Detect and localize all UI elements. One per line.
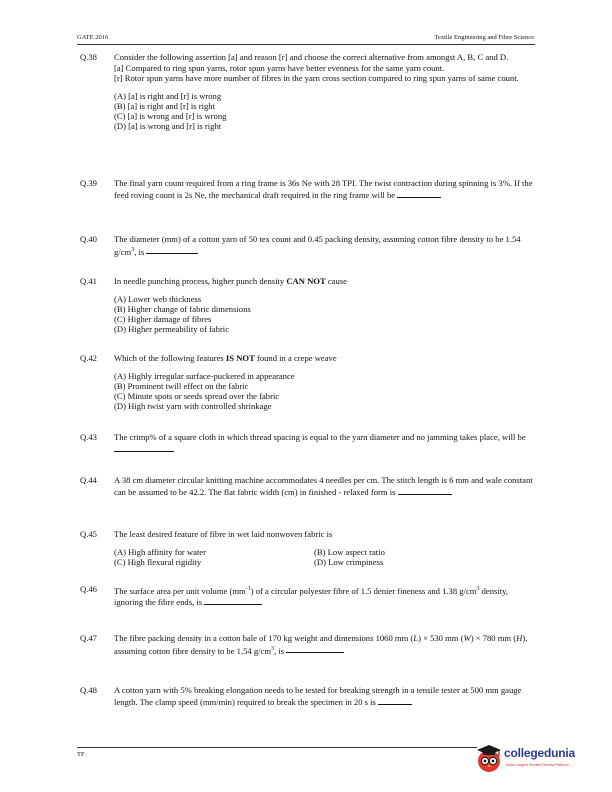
question-text: A 38 cm diameter circular knitting machine accommodates 4 needles per cm. The stitch length is 6 mm and wale constant can be assumed to be 42.2. The flat fabric width (cm) in finished - relaxed form is [114, 475, 533, 497]
question-text: Which of the following features [114, 353, 226, 363]
option-c: (C) High flexural rigidity [114, 556, 202, 567]
option-b: (B) Higher change of fabric dimensions [114, 303, 251, 314]
option-d: (D) Low crimpiness [314, 556, 384, 567]
dimension-symbol: L [413, 633, 419, 643]
question-number: Q.46 [80, 584, 97, 594]
question-number: Q.47 [80, 633, 97, 643]
question-44 [80, 475, 535, 497]
header-divider [77, 44, 535, 45]
option-a: (A) [a] is right and [r] is wrong [114, 90, 222, 101]
header-paper-title: Textile Engineering and Fibre Science [434, 34, 534, 41]
question-text: The crimp% of a square cloth in which thread spacing is equal to the yarn diameter and no jamming takes place, will be [114, 432, 526, 442]
answer-blank [204, 596, 262, 605]
question-text-tail: found in a crepe weave [254, 353, 337, 363]
question-text-tail: , is [134, 246, 145, 257]
question-text: A cotton yarn with 5% breaking elongation needs to be tested for breaking strength in a tensile tester at 500 mm gauge length. The clamp speed (mm/min) required to break the specimen in 20 s is [114, 685, 522, 707]
option-d: (D) Higher permeability of fabric [114, 323, 230, 334]
question-43 [80, 432, 535, 454]
question-number: Q.42 [80, 353, 97, 363]
question-text-tail: cause [325, 276, 347, 286]
question-39 [80, 178, 535, 200]
question-number: Q.38 [80, 52, 97, 62]
option-a: (A) High affinity for water [114, 546, 206, 557]
collegedunia-logo [474, 742, 594, 782]
options-list [114, 91, 535, 131]
logo-tagline: India's largest Student Review Platform [506, 763, 569, 767]
dimension-symbol: H [516, 633, 523, 643]
answer-blank [286, 644, 344, 653]
option-d: (D) High twist yarn with controlled shrinkage [114, 400, 272, 411]
question-text: The diameter (mm) of a cotton yarn of 50 tex count and 0.45 packing density, assuming cotton fibre density to be 1.54 g/cm [114, 234, 521, 257]
question-45 [80, 529, 535, 567]
question-text: ), assuming cotton fibre density to be 1.54 g/cm [114, 633, 528, 656]
option-a: (A) Highly irregular surface-puckered in appearance [114, 370, 295, 381]
question-text-tail: density, ignoring the fibre ends, is [114, 585, 509, 608]
question-text: ) of a circular polyester fibre of 1.5 denier fineness and 1.38 g/cm [250, 585, 477, 596]
question-42 [80, 353, 535, 411]
answer-blank [378, 696, 412, 705]
question-text: ) × 780 mm ( [470, 633, 517, 643]
graduate-owl-icon [476, 742, 502, 774]
assertion-text: [a] Compared to ring spun yarns, rotor spun yarns have better evenness for the same yarn count. [114, 62, 445, 73]
emphasis-text: IS NOT [225, 353, 255, 363]
question-text: ) × 530 mm ( [418, 633, 464, 643]
options-list [114, 294, 535, 334]
question-number: Q.43 [80, 432, 97, 442]
question-stem: Consider the following assertion [a] and reason [r] and choose the correct alternative from amongst A, B, C and D. [114, 52, 509, 62]
question-number: Q.39 [80, 178, 97, 188]
footer-code: TF [77, 751, 85, 758]
answer-blank [146, 245, 198, 254]
option-c: (C) [a] is wrong and [r] is wrong [114, 110, 227, 121]
question-40 [80, 234, 535, 257]
logo-wordmark: collegedunia [504, 746, 575, 760]
option-b: (B) Prominent twill effect on the fabric [114, 380, 249, 391]
question-number: Q.45 [80, 529, 97, 539]
option-b: (B) Low aspect ratio [314, 546, 385, 557]
question-48 [80, 685, 535, 707]
question-number: Q.44 [80, 475, 97, 485]
superscript: -1 [245, 586, 251, 592]
header-exam-title: GATE 2016 [77, 34, 109, 41]
reason-text: [r] Rotor spun yarns have more number of fibres in the yarn cross section compared to ring spun yarns of same count. [114, 73, 519, 83]
question-number: Q.40 [80, 234, 97, 244]
superscript: 3 [271, 645, 275, 652]
question-text-tail: , is [274, 645, 285, 656]
answer-blank [114, 443, 174, 452]
question-text: The least desired feature of fibre in wet laid nonwoven fabric is [114, 529, 333, 539]
question-38 [80, 52, 535, 131]
options-grid [114, 547, 535, 567]
option-a: (A) Lower web thickness [114, 293, 202, 304]
options-list [114, 371, 535, 411]
dimension-symbol: W [463, 633, 471, 643]
answer-blank [398, 486, 452, 495]
question-46 [80, 584, 535, 608]
emphasis-text: CAN NOT [286, 276, 326, 286]
question-47 [80, 633, 535, 656]
question-text: The fibre packing density in a cotton bale of 170 kg weight and dimensions 1060 mm ( [114, 633, 414, 643]
option-c: (C) Higher damage of fibres [114, 313, 212, 324]
question-41 [80, 276, 535, 334]
superscript: 3 [476, 586, 480, 592]
question-number: Q.41 [80, 276, 97, 286]
option-c: (C) Minute spots or seeds spread over the fabric [114, 390, 280, 401]
question-text: The surface area per unit volume (mm [114, 585, 246, 596]
question-number: Q.48 [80, 685, 97, 695]
question-text: The final yarn count required from a ring frame is 36s Ne with 28 TPI. The twist contraction during spinning is 3%. If the feed roving count is 2s Ne, the mechanical draft required in the ring frame will be [114, 178, 533, 200]
option-b: (B) [a] is right and [r] is right [114, 100, 215, 111]
footer-divider [77, 747, 477, 748]
option-d: (D) [a] is wrong and [r] is right [114, 120, 222, 131]
question-text: In needle punching process, higher punch density [114, 276, 287, 286]
superscript: 3 [131, 246, 135, 253]
answer-blank [397, 189, 441, 198]
